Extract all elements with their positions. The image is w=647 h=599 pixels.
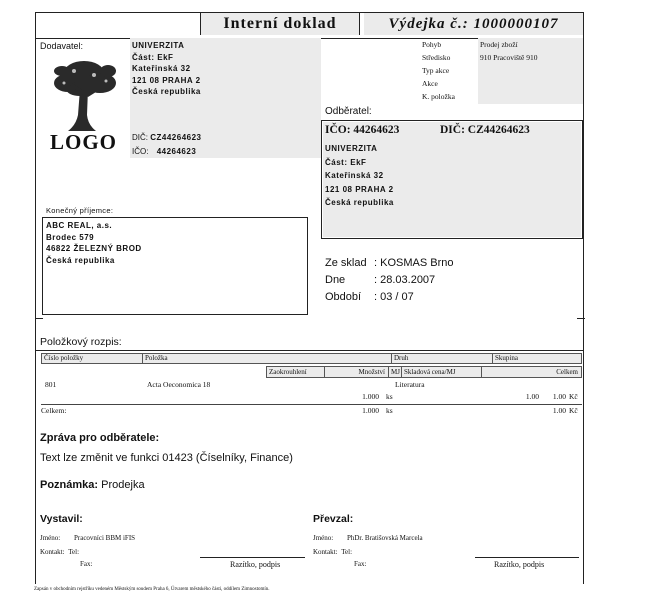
col-item-number: Číslo položky bbox=[42, 354, 143, 363]
footer-text: Zapsán v obchodním rejstříku vedeném Městským soudem Praha 6, Útvarem městského části, oddílem Zimnostomín. bbox=[34, 587, 270, 592]
supplier-address bbox=[132, 40, 201, 98]
received-stamp-label: Razítko, podpis bbox=[494, 560, 545, 569]
supplier-ico-row bbox=[132, 147, 196, 156]
received-contact-row bbox=[313, 548, 352, 556]
received-name-value: PhDr. Bratišovská Marcela bbox=[346, 534, 423, 542]
final-recipient-line: ABC REAL, a.s. bbox=[46, 221, 113, 230]
issued-stamp-label: Razítko, podpis bbox=[230, 560, 281, 569]
fold-mark-right bbox=[577, 318, 585, 319]
items-header-row-2 bbox=[266, 366, 582, 378]
final-recipient-line: Česká republika bbox=[46, 255, 115, 265]
col-item-kind: Druh bbox=[392, 354, 493, 363]
items-sum-row bbox=[41, 406, 582, 416]
table-row bbox=[41, 380, 582, 390]
row-unit-price: 1.00 bbox=[525, 392, 539, 401]
col-item-group: Skupina bbox=[495, 354, 518, 362]
col-item-name: Položka bbox=[143, 354, 392, 363]
message-title: Zpráva pro odběratele: bbox=[40, 432, 160, 444]
supplier-line: Část: EkF bbox=[132, 52, 174, 62]
warehouse-obdobi-value: : 03 / 07 bbox=[374, 291, 414, 303]
document-number: Výdejka č.: 1000000107 bbox=[388, 16, 559, 32]
page-right-border bbox=[583, 12, 584, 584]
table-row-values bbox=[41, 392, 582, 402]
issued-name-row bbox=[40, 534, 135, 542]
final-recipient-address bbox=[46, 220, 142, 266]
issued-fax-label: Fax: bbox=[80, 560, 93, 568]
recipient-line: Část: EkF bbox=[325, 157, 367, 167]
received-fax-label: Fax: bbox=[354, 560, 367, 568]
sum-currency: Kč bbox=[569, 406, 578, 415]
warehouse-sklad-label: Ze sklad bbox=[325, 257, 367, 269]
info-labels bbox=[422, 38, 478, 104]
col-quantity: Množství bbox=[324, 367, 388, 377]
issued-tel-label: Tel: bbox=[68, 548, 80, 556]
info-value-stredisko: 910 Pracoviště 910 bbox=[480, 53, 538, 62]
supplier-label: Dodavatel: bbox=[40, 41, 84, 51]
supplier-line: 121 08 PRAHA 2 bbox=[132, 75, 201, 85]
final-recipient-label: Konečný příjemce: bbox=[46, 206, 114, 215]
logo-tree-image bbox=[50, 55, 122, 133]
col-unit: MJ bbox=[388, 367, 401, 377]
items-header-row-1 bbox=[41, 353, 582, 364]
note-row bbox=[40, 479, 145, 491]
note-label: Poznámka: bbox=[40, 479, 99, 491]
sum-quantity: 1.000 bbox=[362, 406, 379, 415]
row-quantity: 1.000 bbox=[362, 392, 379, 401]
supplier-dic-label: DIČ: bbox=[132, 133, 148, 142]
supplier-line: Česká republika bbox=[132, 87, 201, 96]
col-total: Celkem bbox=[481, 367, 581, 377]
logo-text: LOGO bbox=[50, 130, 118, 154]
received-tel-label: Tel: bbox=[341, 548, 353, 556]
tree-icon bbox=[50, 55, 122, 133]
recipient-line: 121 08 PRAHA 2 bbox=[325, 184, 394, 194]
row-item-kind: Literatura bbox=[395, 380, 425, 389]
received-name-row bbox=[313, 534, 423, 542]
sum-total: 1.00 bbox=[552, 406, 566, 415]
issued-name-value: Pracovníci BBM iFIS bbox=[73, 534, 136, 542]
info-label-stredisko: Středisko bbox=[422, 53, 451, 62]
warehouse-dne-value: : 28.03.2007 bbox=[374, 274, 436, 286]
row-item-number: 801 bbox=[45, 380, 57, 389]
warehouse-sklad-value: : KOSMAS Brno bbox=[374, 257, 454, 269]
items-divider bbox=[35, 350, 584, 351]
recipient-line: Česká republika bbox=[325, 198, 394, 207]
recipient-line: Kateřinská 32 bbox=[325, 171, 384, 180]
received-name-label: Jméno: bbox=[313, 534, 334, 542]
row-unit: ks bbox=[386, 392, 393, 401]
warehouse-values bbox=[374, 255, 453, 306]
items-sum-divider bbox=[41, 404, 582, 405]
warehouse-dne-label: Dne bbox=[325, 274, 346, 286]
row-total: 1.00 bbox=[552, 392, 566, 401]
sum-label: Celkem: bbox=[41, 406, 67, 415]
note-value: Prodejka bbox=[101, 479, 145, 491]
row-currency: Kč bbox=[569, 392, 578, 401]
info-label-typ-akce: Typ akce bbox=[422, 66, 450, 75]
received-signature-line bbox=[475, 557, 579, 558]
received-contact-label: Kontakt: bbox=[313, 548, 338, 556]
issued-signature-line bbox=[200, 557, 305, 558]
items-label: Položkový rozpis: bbox=[40, 336, 122, 348]
doc-number-box bbox=[364, 13, 583, 35]
recipient-dic: DIČ: CZ44264623 bbox=[440, 124, 530, 136]
warehouse-labels bbox=[325, 255, 367, 306]
info-value-pohyb: Prodej zboží bbox=[480, 40, 518, 49]
supplier-line: Kateřinská 32 bbox=[132, 64, 191, 73]
recipient-label: Odběratel: bbox=[325, 106, 372, 117]
message-text: Text lze změnit ve funkci 01423 (Číselníky, Finance) bbox=[40, 452, 293, 464]
supplier-dic-value: CZ44264623 bbox=[150, 133, 202, 142]
row-item-name: Acta Oeconomica 18 bbox=[147, 380, 211, 389]
info-values bbox=[480, 38, 538, 64]
final-recipient-line: Brodec 579 bbox=[46, 232, 95, 242]
supplier-line: UNIVERZITA bbox=[132, 41, 185, 50]
info-label-k-polozka: K. položka bbox=[422, 92, 455, 101]
supplier-ico-label: IČO: bbox=[132, 147, 149, 156]
document-title: Interní doklad bbox=[223, 15, 337, 32]
supplier-ico-value: 44264623 bbox=[156, 147, 197, 156]
issued-contact-row bbox=[40, 548, 79, 556]
fold-mark-left bbox=[35, 318, 43, 319]
issued-contact-label: Kontakt: bbox=[40, 548, 65, 556]
recipient-address bbox=[325, 142, 394, 210]
info-label-pohyb: Pohyb bbox=[422, 40, 442, 49]
final-recipient-line: 46822 ŽELEZNÝ BROD bbox=[46, 244, 142, 253]
warehouse-obdobi-label: Období bbox=[325, 291, 362, 303]
supplier-dic-row bbox=[132, 133, 202, 142]
recipient-line: UNIVERZITA bbox=[325, 144, 378, 153]
issued-label: Vystavil: bbox=[40, 513, 83, 525]
sum-unit: ks bbox=[386, 406, 393, 415]
recipient-ico: IČO: 44264623 bbox=[325, 124, 400, 136]
header-title-box bbox=[200, 13, 360, 35]
col-rounding: Zaokrouhlení bbox=[269, 368, 307, 376]
page-left-border bbox=[35, 12, 36, 584]
info-label-akce: Akce bbox=[422, 79, 438, 88]
col-unit-price: Skladová cena/MJ bbox=[401, 367, 481, 377]
received-label: Převzal: bbox=[313, 513, 354, 525]
issued-name-label: Jméno: bbox=[40, 534, 61, 542]
